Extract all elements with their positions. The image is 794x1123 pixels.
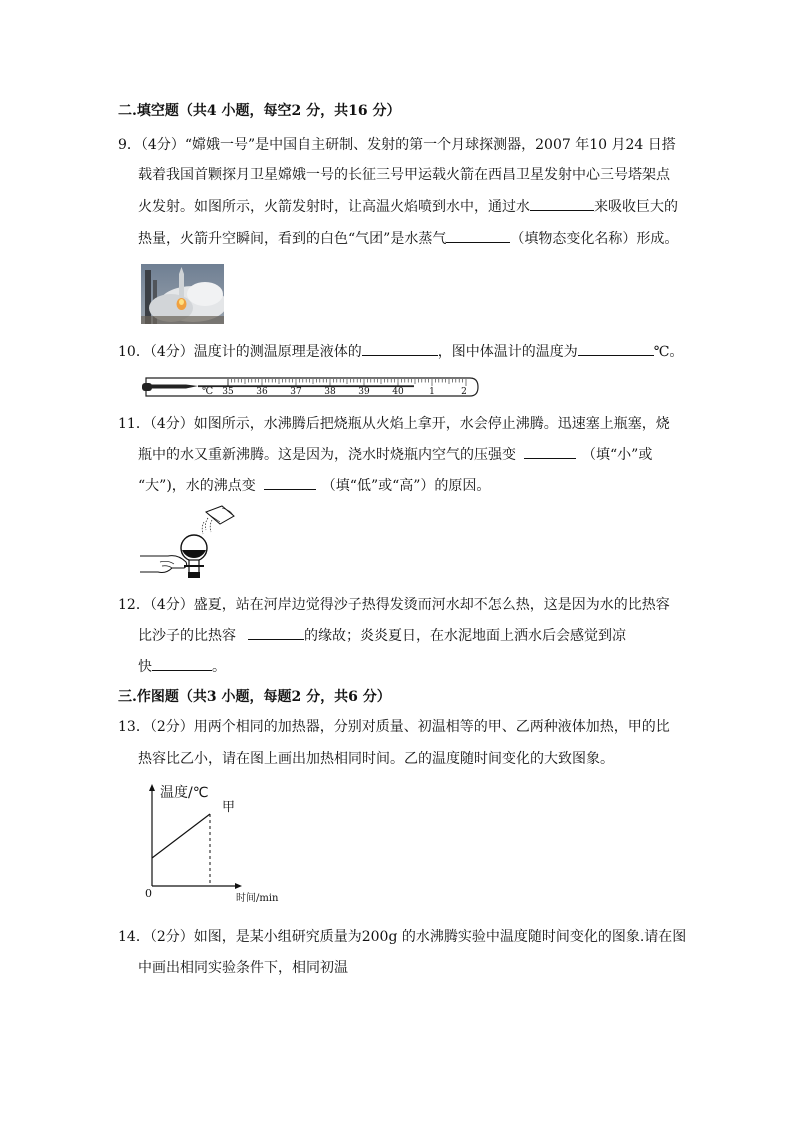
thermometer-label-36: 36 <box>256 387 268 397</box>
q12-text-2a: 比沙子的比热容 <box>138 628 236 644</box>
thermometer-label-35: 35 <box>222 387 234 397</box>
pouring-cup <box>202 506 234 534</box>
q10-blank-2[interactable] <box>578 341 654 356</box>
q12-line-2 <box>138 625 626 647</box>
y-axis-arrow-icon <box>149 784 155 791</box>
thermometer-label-39: 39 <box>358 387 370 397</box>
q10-line <box>118 341 683 363</box>
x-axis-arrow-icon <box>235 883 242 889</box>
thermometer-label-42: 2 <box>461 387 467 397</box>
q10-text-b: ，图中体温计的温度为 <box>437 344 578 360</box>
y-axis-label: 温度/℃ <box>160 785 209 801</box>
mercury-column-start <box>150 385 186 389</box>
round-flask <box>181 535 207 578</box>
q12-line-1: 12．（4分）盛夏，站在河岸边觉得沙子热得发烫而河水却不怎么热，这是因为水的比热容 <box>118 597 670 613</box>
q14-line-2: 中画出相同实验条件下，相同初温 <box>138 960 348 976</box>
rocket-launch-photo <box>141 264 224 324</box>
q9-blank-2[interactable] <box>446 228 510 243</box>
q9-line-1: 9．（4分）“嫦娥一号”是中国自主研制、发射的第一个月球探测器，2007 年10 月24 日搭 <box>118 137 676 153</box>
q9-text-4a: 热量，火箭升空瞬间，看到的白色“气团”是水蒸气 <box>138 231 447 247</box>
q12-line-3 <box>138 656 226 678</box>
section-2-title: 二.填空题（共4 小题，每空2 分，共16 分） <box>118 103 401 119</box>
q11-text-2a: 瓶中的水又重新沸腾。这是因为，浇水时烧瓶内空气的压强变 <box>138 447 516 463</box>
q9-text-3b: 来吸收巨大的 <box>594 199 678 215</box>
q14-line-1: 14．（2分）如图，是某小组研究质量为200g 的水沸腾实验中温度随时间变化的图象.请在图 <box>118 929 687 945</box>
origin-label: 0 <box>145 887 152 900</box>
q11-blank-2[interactable] <box>264 475 316 490</box>
q10-text-a: 10．（4分）温度计的测温原理是液体的 <box>118 344 362 360</box>
q10-blank-1[interactable] <box>362 341 438 356</box>
q11-text-3b: （填“低”或“高”）的原因。 <box>321 478 491 494</box>
thermometer-label-38: 38 <box>324 387 336 397</box>
q11-line-2 <box>138 444 652 466</box>
q9-line-4 <box>138 228 678 250</box>
q12-text-3a: 快 <box>138 659 152 675</box>
q9-line-3 <box>138 196 678 218</box>
temperature-time-graph <box>140 780 290 906</box>
q13-line-2: 热容比乙小，请在图上画出加热相同时间。乙的温度随时间变化的大致图象。 <box>138 751 614 767</box>
series-jia-label: 甲 <box>222 800 236 815</box>
x-axis-label: 时间/min <box>236 893 279 904</box>
thermometer-unit: ℃ <box>202 386 214 397</box>
q10-text-c: ℃。 <box>653 344 684 360</box>
q11-line-3 <box>138 475 490 497</box>
q13-line-1: 13．（2分）用两个相同的加热器，分别对质量、初温相等的甲、乙两种液体加热，甲的比 <box>118 719 670 735</box>
q9-text-3a: 火发射。如图所示，火箭发射时，让高温火焰喷到水中，通过水 <box>138 199 530 215</box>
q11-text-2b: （填“小”或 <box>582 447 653 463</box>
flask-figure <box>138 502 248 582</box>
q12-text-3b: 。 <box>212 659 226 675</box>
series-jia-line <box>152 814 210 858</box>
thermometer-label-37: 37 <box>290 387 302 397</box>
section-3-title: 三.作图题（共3 小题，每题2 分，共6 分） <box>118 689 391 705</box>
q11-blank-1[interactable] <box>524 444 576 459</box>
q11-line-1: 11．（4分）如图所示，水沸腾后把烧瓶从火焰上拿开，水会停止沸腾。迅速塞上瓶塞，烧 <box>118 416 670 432</box>
thermometer-label-40: 40 <box>392 387 404 397</box>
q9-blank-1[interactable] <box>530 196 594 211</box>
clinical-thermometer <box>140 372 482 402</box>
q9-line-2: 载着我国首颗探月卫星嫦娥一号的长征三号甲运载火箭在西昌卫星发射中心三号塔架点 <box>138 167 670 183</box>
q12-blank-2[interactable] <box>152 656 212 671</box>
q11-text-3a: “大”)，水的沸点变 <box>138 478 256 494</box>
q12-blank-1[interactable] <box>248 625 304 640</box>
thermometer-label-41: 1 <box>429 387 435 397</box>
q9-text-4b: （填物态变化名称）形成。 <box>510 231 679 247</box>
q12-text-2b: 的缘故；炎炎夏日，在水泥地面上洒水后会感觉到凉 <box>304 628 626 644</box>
